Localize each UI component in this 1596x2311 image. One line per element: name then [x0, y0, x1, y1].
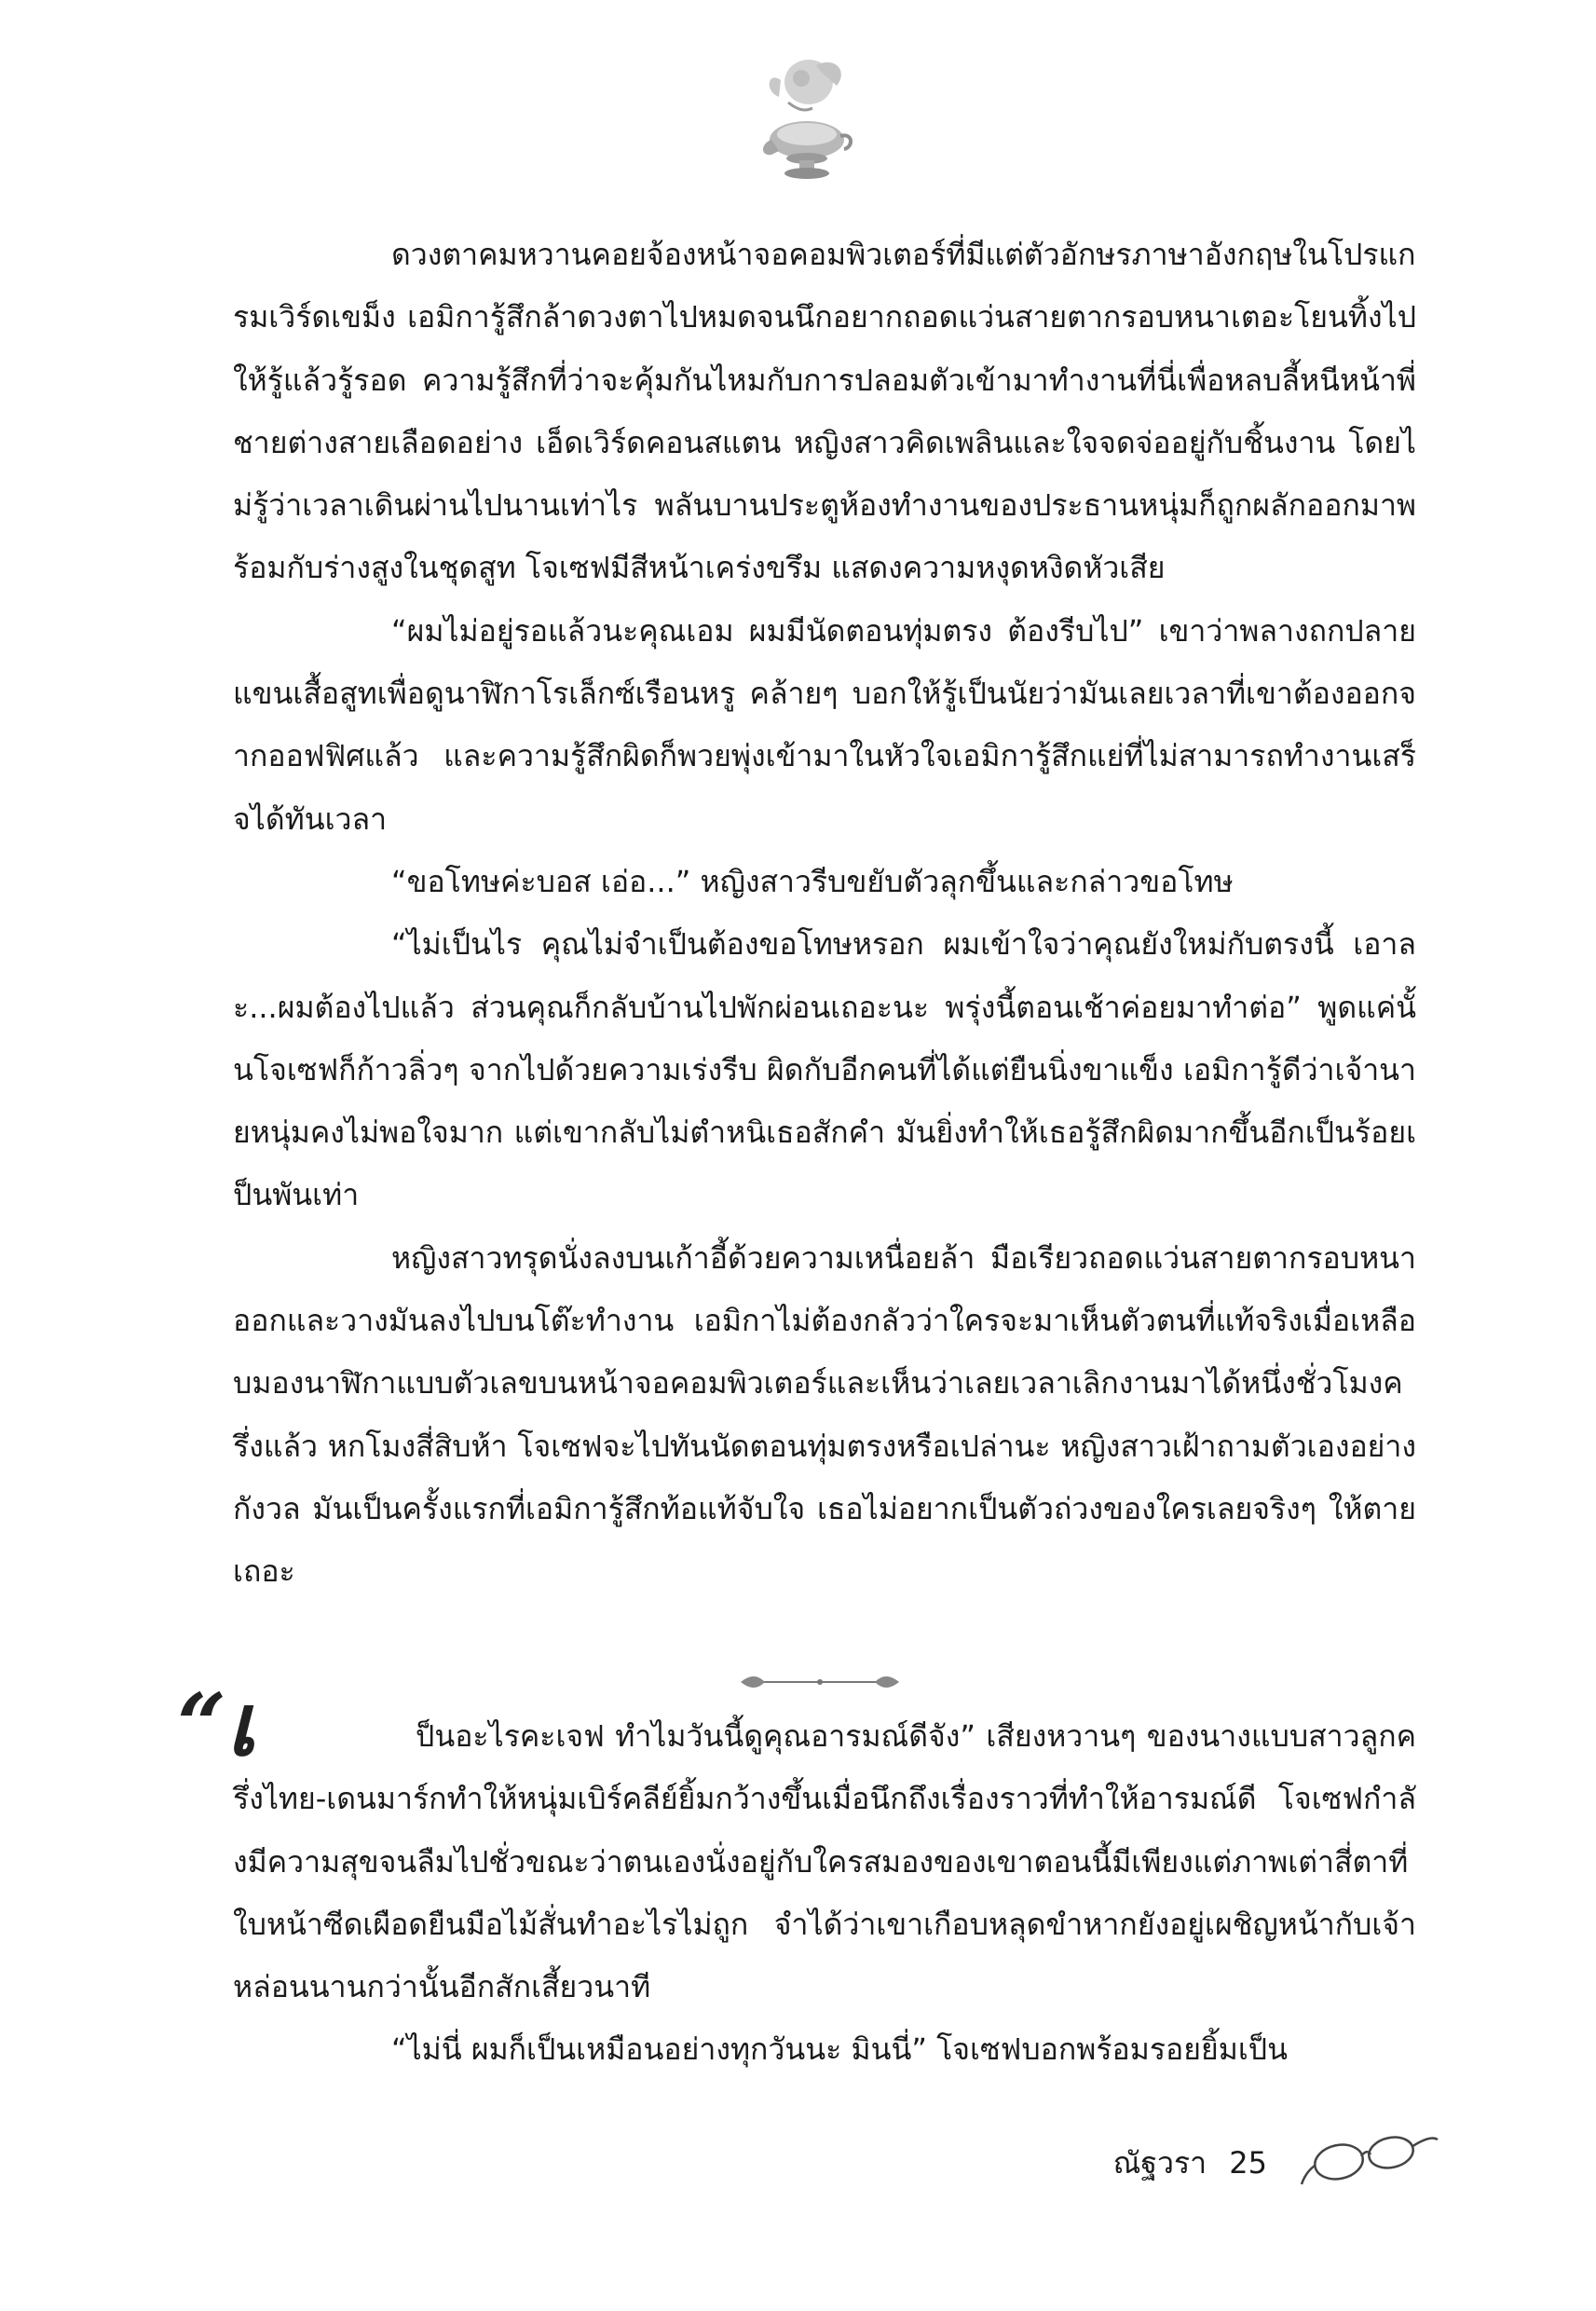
ornamental-divider-icon: [741, 1671, 899, 1693]
page-footer: [1025, 2140, 1267, 2187]
paragraph: ดวงตาคมหวานคอยจ้องหน้าจอคอมพิวเตอร์ที่มีแต่ตัวอักษรภาษาอังกฤษในโปรแกรมเวิร์ดเขม็ง เอมิการู้สึกล้าดวงตาไปหมดจนนึกอยากถอดแว่นสายตากรอบหนาเตอะโยนทิ้งไปให้รู้แล้วรู้รอด ความรู้สึกที่ว่าจะคุ้มกันไหมกับการปลอมตัวเข้ามาทำงานที่นี่เพื่อหลบลี้หนีหน้าพี่ชายต่างสายเลือดอย่าง เอ็ดเวิร์ดคอนสแตน หญิงสาวคิดเพลินและใจจดจ่ออยู่กับชิ้นงาน โดยไม่รู้ว่าเวลาเดินผ่านไปนานเท่าไร พลันบานประตูห้องทำงานของประธานหนุ่มก็ถูกผลักออกมาพร้อมกับร่างสูงในชุดสูท โจเซฟมีสีหน้าเคร่งขรึม แสดงความหงุดหงิดหัวเสีย: [233, 237, 1416, 586]
paragraph: หญิงสาวทรุดนั่งลงบนเก้าอี้ด้วยความเหนื่อยล้า มือเรียวถอดแว่นสายตากรอบหนาออกและวางมันลงไปบนโต๊ะทำงาน เอมิกาไม่ต้องกลัวว่าใครจะมาเห็นตัวตนที่แท้จริงเมื่อเหลือบมองนาฬิกาแบบตัวเลขบนหน้าจอคอมพิวเตอร์และเห็นว่าเลยเวลาเลิกงานมาได้หนึ่งชั่วโมงครึ่งแล้ว หกโมงสี่สิบห้า โจเซฟจะไปทันนัดตอนทุ่มตรงหรือเปล่านะ หญิงสาวเฝ้าถามตัวเองอย่างกังวล มันเป็นครั้งแรกที่เอมิการู้สึกท้อแท้จับใจ เธอไม่อยากเป็นตัวถ่วงของใครเลยจริงๆ ให้ตายเถอะ: [233, 1239, 1416, 1590]
drop-cap: “เ: [177, 1675, 256, 1775]
second-scene-section: [233, 1705, 1416, 2082]
paragraph: “ขอโทษค่ะบอส เอ่อ...” หญิงสาวรีบขยับตัวลุกขึ้นและกล่าวขอโทษ: [391, 863, 1234, 899]
main-text-section: [233, 224, 1416, 1604]
page-number: 25: [1229, 2145, 1267, 2181]
genie-lamp-with-cupid-icon: [760, 54, 853, 194]
paragraph: “ไม่นี่ ผมก็เป็นเหมือนอย่างทุกวันนะ มินนี่” โจเซฟบอกพร้อมรอยยิ้มเป็น: [391, 2031, 1288, 2068]
eyeglasses-icon: [1300, 2126, 1439, 2187]
paragraph: “ผมไม่อยู่รอแล้วนะคุณเอม ผมมีนัดตอนทุ่มตรง ต้องรีบไป” เขาว่าพลางถกปลายแขนเสื้อสูทเพื่อดูนาฬิกาโรเล็กซ์เรือนหรู คล้ายๆ บอกให้รู้เป็นนัยว่ามันเลยเวลาที่เขาต้องออกจากออฟฟิศแล้ว และความรู้สึกผิดก็พวยพุ่งเข้ามาในหัวใจเอมิการู้สึกแย่ที่ไม่สามารถทำงานเสร็จได้ทันเวลา: [233, 612, 1416, 837]
author-name: ณัฐวรา: [1112, 2145, 1207, 2181]
paragraph: “ไม่เป็นไร คุณไม่จำเป็นต้องขอโทษหรอก ผมเข้าใจว่าคุณยังใหม่กับตรงนี้ เอาละ...ผมต้องไปแล้ว ส่วนคุณก็กลับบ้านไปพักผ่อนเถอะนะ พรุ่งนี้ตอนเช้าค่อยมาทำต่อ” พูดแค่นั้นโจเซฟก็ก้าวลิ่วๆ จากไปด้วยความเร่งรีบ ผิดกับอีกคนที่ได้แต่ยืนนิ่งขาแข็ง เอมิการู้ดีว่าเจ้านายหนุ่มคงไม่พอใจมาก แต่เขากลับไม่ตำหนิเธอสักคำ มันยิ่งทำให้เธอรู้สึกผิดมากขึ้นอีกเป็นร้อยเป็นพันเท่า: [233, 926, 1416, 1213]
paragraph: ป็นอะไรคะเจฟ ทำไมวันนี้ดูคุณอารมณ์ดีจัง” เสียงหวานๆ ของนางแบบสาวลูกครึ่งไทย-เดนมาร์กทำให้หนุ่มเบิร์คลีย์ยิ้มกว้างขึ้นเมื่อนึกถึงเรื่องราวที่ทำให้อารมณ์ดี โจเซฟกำลังมีความสุขจนลืมไปชั่วขณะว่าตนเองนั่งอยู่กับใครสมองของเขาตอนนี้มีเพียงแต่ภาพเต่าสี่ตาที่ใบหน้าซีดเผือดยืนมือไม้สั่นทำอะไรไม่ถูก จำได้ว่าเขาเกือบหลุดขำหากยังอยู่เผชิญหน้ากับเจ้าหล่อนนานกว่านั้นอีกสักเสี้ยวนาที: [233, 1718, 1416, 2005]
